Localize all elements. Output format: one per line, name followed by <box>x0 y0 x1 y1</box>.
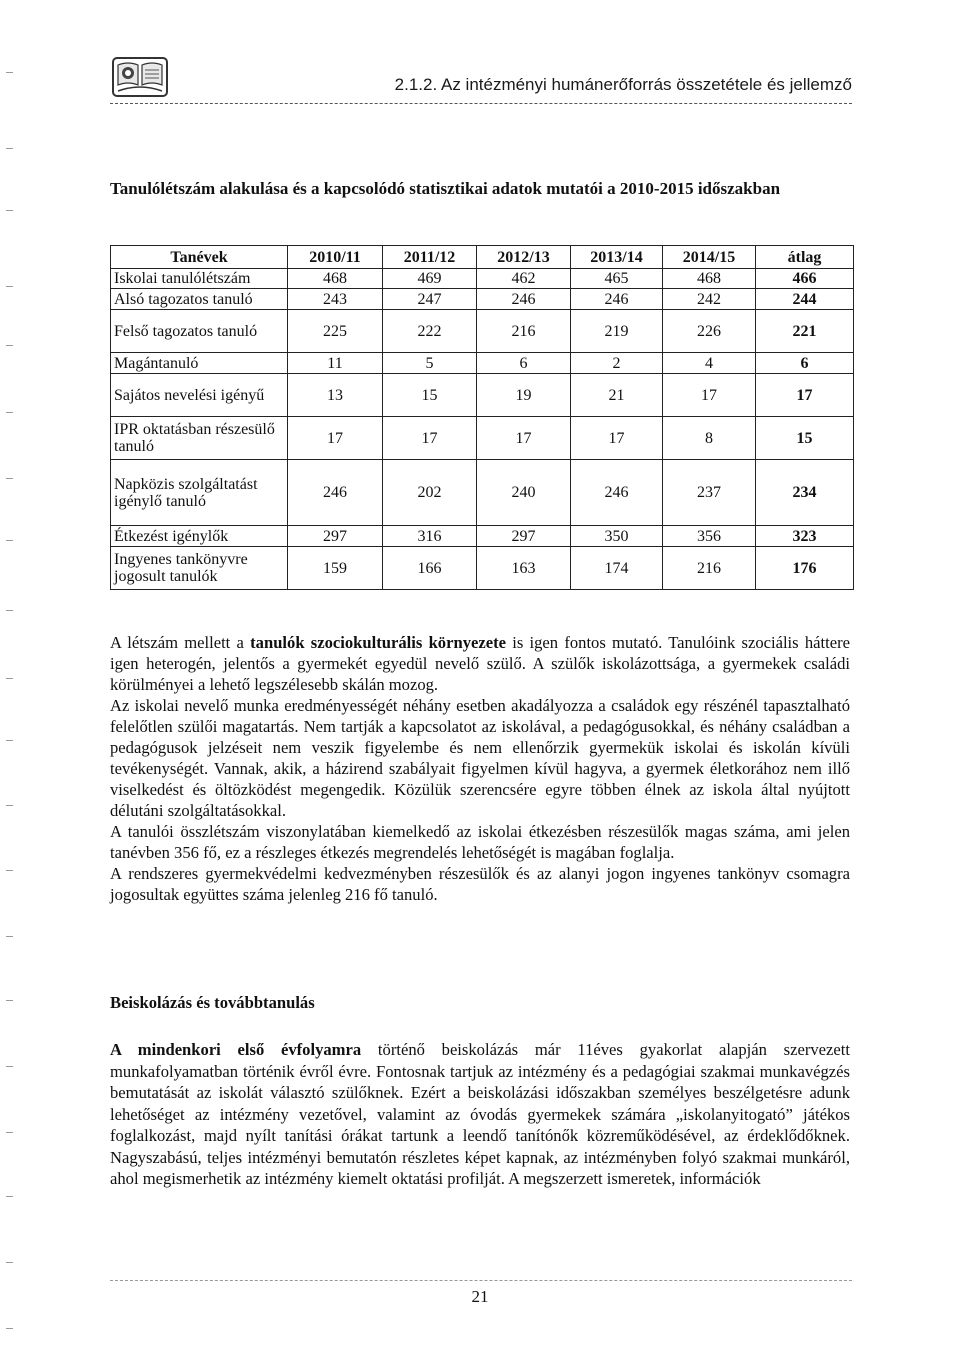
table-cell: 174 <box>571 547 663 590</box>
table-cell: 163 <box>477 547 571 590</box>
table-cell: 226 <box>663 310 756 353</box>
average-cell: 234 <box>756 460 854 526</box>
table-cell: 202 <box>383 460 477 526</box>
scan-margin-marks <box>0 0 20 1361</box>
table-cell: 222 <box>383 310 477 353</box>
table-cell: 11 <box>288 353 383 374</box>
table-cell: 216 <box>477 310 571 353</box>
table-cell: 246 <box>571 460 663 526</box>
table-cell: 219 <box>571 310 663 353</box>
table-cell: 247 <box>383 289 477 310</box>
table-header-cell: 2010/11 <box>288 246 383 269</box>
table-row <box>111 374 854 417</box>
table-cell: 17 <box>477 417 571 460</box>
paragraph <box>110 1039 850 1190</box>
table-header-cell: 2014/15 <box>663 246 756 269</box>
school-logo-icon <box>110 55 170 99</box>
row-label: Étkezést igénylők <box>111 526 288 547</box>
table-header-cell: átlag <box>756 246 854 269</box>
table-row <box>111 547 854 590</box>
table-cell: 465 <box>571 269 663 289</box>
table-cell: 246 <box>477 289 571 310</box>
average-cell: 244 <box>756 289 854 310</box>
average-cell: 15 <box>756 417 854 460</box>
average-cell: 466 <box>756 269 854 289</box>
table-cell: 2 <box>571 353 663 374</box>
table-cell: 237 <box>663 460 756 526</box>
table-row <box>111 460 854 526</box>
table-row <box>111 310 854 353</box>
table-row <box>111 353 854 374</box>
row-label: Felső tagozatos tanuló <box>111 310 288 353</box>
text-span: történő beiskolázás már 11éves gyakorlat alapján szervezett munkafolyamatban történik évről évre. Fontosnak tartjuk az intézmény és a pedagógiai szakmai munkavégzés bemutatását az iskolát választó szülőknek. Ezért a beiskolázási időszakban személyes beszélgetésre adunk lehetőséget az intézmény vezetővel, valamint az óvodás gyermekek számára „iskolanyitogató” játékos foglalkozást, majd nyílt tanítási órákat tartunk a leendő tanítónők közreműködésével, az érdeklődőknek. Nagyszabású, teljes intézményi bemutatón részletes képet kapnak, az intézményben folyó szakmai munkáról, ahol megismerhetik az intézmény kiemelt oktatási profilját. A megszerzett ismeretek, információk <box>110 1040 850 1188</box>
table-cell: 159 <box>288 547 383 590</box>
table-row <box>111 289 854 310</box>
table-cell: 216 <box>663 547 756 590</box>
table-cell: 19 <box>477 374 571 417</box>
average-cell: 323 <box>756 526 854 547</box>
table-cell: 243 <box>288 289 383 310</box>
row-label: Napközis szolgáltatást igénylő tanuló <box>111 460 288 526</box>
table-header-cell: 2013/14 <box>571 246 663 269</box>
average-cell: 176 <box>756 547 854 590</box>
subsection-heading: Beiskolázás és továbbtanulás <box>110 993 315 1012</box>
table-cell: 246 <box>571 289 663 310</box>
table-cell: 297 <box>477 526 571 547</box>
bold-phrase: tanulók szociokulturális környezete <box>250 633 506 652</box>
table-row <box>111 269 854 289</box>
table-cell: 17 <box>571 417 663 460</box>
table-cell: 297 <box>288 526 383 547</box>
table-cell: 17 <box>663 374 756 417</box>
table-cell: 4 <box>663 353 756 374</box>
paragraph <box>110 632 850 695</box>
table-cell: 468 <box>288 269 383 289</box>
row-label: Alsó tagozatos tanuló <box>111 289 288 310</box>
table-cell: 8 <box>663 417 756 460</box>
table-header-cell: 2011/12 <box>383 246 477 269</box>
table-cell: 17 <box>383 417 477 460</box>
paragraph: Az iskolai nevelő munka eredményességét néhány esetben akadályozza a családok egy részénél tapasztalható felelőtlen szülői magatartás. Nem tartják a kapcsolatot az iskolával, a pedagógusokkal, és néhány családban a pedagógusok jelzéseit nem veszik figyelembe és nem ellenőrzik gyermekük iskolai és iskolán kívüli tevékenységét. Vannak, akik, a házirend szabályait figyelmen kívül hagyva, a gyermek életkorához nem illő viselkedést és öltözködést megengedik. Közülük szerencsére egyre többen élnek az iskola által nyújtott délutáni szolgáltatásokkal. <box>110 696 850 820</box>
row-label: IPR oktatásban részesülő tanuló <box>111 417 288 460</box>
table-cell: 225 <box>288 310 383 353</box>
table-cell: 6 <box>477 353 571 374</box>
table-cell: 240 <box>477 460 571 526</box>
table-cell: 316 <box>383 526 477 547</box>
text-span: A létszám mellett a <box>110 633 251 652</box>
paragraph: A rendszeres gyermekvédelmi kedvezményben részesülők és az alanyi jogon ingyenes tankönyv csomagra jogosultak együttes száma jelenleg 216 fő tanuló. <box>110 864 850 904</box>
table-cell: 166 <box>383 547 477 590</box>
row-label: Ingyenes tankönyvre jogosult tanulók <box>111 547 288 590</box>
table-cell: 5 <box>383 353 477 374</box>
table-header-cell: 2012/13 <box>477 246 571 269</box>
average-cell: 221 <box>756 310 854 353</box>
table-row <box>111 526 854 547</box>
row-label: Sajátos nevelési igényű <box>111 374 288 417</box>
student-statistics-table <box>110 245 854 590</box>
body-text <box>110 632 850 905</box>
table-cell: 15 <box>383 374 477 417</box>
section-heading: Tanulólétszám alakulása és a kapcsolódó statisztikai adatok mutatói a 2010-2015 időszakban <box>110 179 781 198</box>
table-header-cell: Tanévek <box>111 246 288 269</box>
table-cell: 356 <box>663 526 756 547</box>
table-cell: 246 <box>288 460 383 526</box>
bold-phrase: A mindenkori első évfolyamra <box>110 1040 362 1059</box>
table-row <box>111 417 854 460</box>
row-label: Magántanuló <box>111 353 288 374</box>
average-cell: 6 <box>756 353 854 374</box>
average-cell: 17 <box>756 374 854 417</box>
table-cell: 469 <box>383 269 477 289</box>
table-cell: 462 <box>477 269 571 289</box>
table-header-row <box>111 246 854 269</box>
header-title: 2.1.2. Az intézményi humánerőforrás összetétele és jellemző <box>394 75 852 94</box>
footer-divider <box>110 1280 852 1281</box>
table-cell: 468 <box>663 269 756 289</box>
header-divider <box>110 103 852 104</box>
table-cell: 21 <box>571 374 663 417</box>
paragraph: A tanulói összlétszám viszonylatában kiemelkedő az iskolai étkezésben részesülők magas száma, ami jelen tanévben 356 fő, ez a részleges étkezés megrendelés lehetőségét is magában foglalja. <box>110 822 850 862</box>
table-cell: 350 <box>571 526 663 547</box>
table-cell: 13 <box>288 374 383 417</box>
page-number: 21 <box>471 1287 489 1306</box>
text-span: is igen fontos mutató. Tanulóink szociális háttere igen heterogén, jelentős a gyermekét egyedül nevelő szülő. A szülők iskolázottsága, a gyermekek családi körülményei a lehető legszélesebb skálán mozog. <box>110 633 851 694</box>
page-header <box>110 55 852 103</box>
row-label: Iskolai tanulólétszám <box>111 269 288 289</box>
table-cell: 242 <box>663 289 756 310</box>
table-cell: 17 <box>288 417 383 460</box>
subsection-body <box>110 1039 850 1190</box>
